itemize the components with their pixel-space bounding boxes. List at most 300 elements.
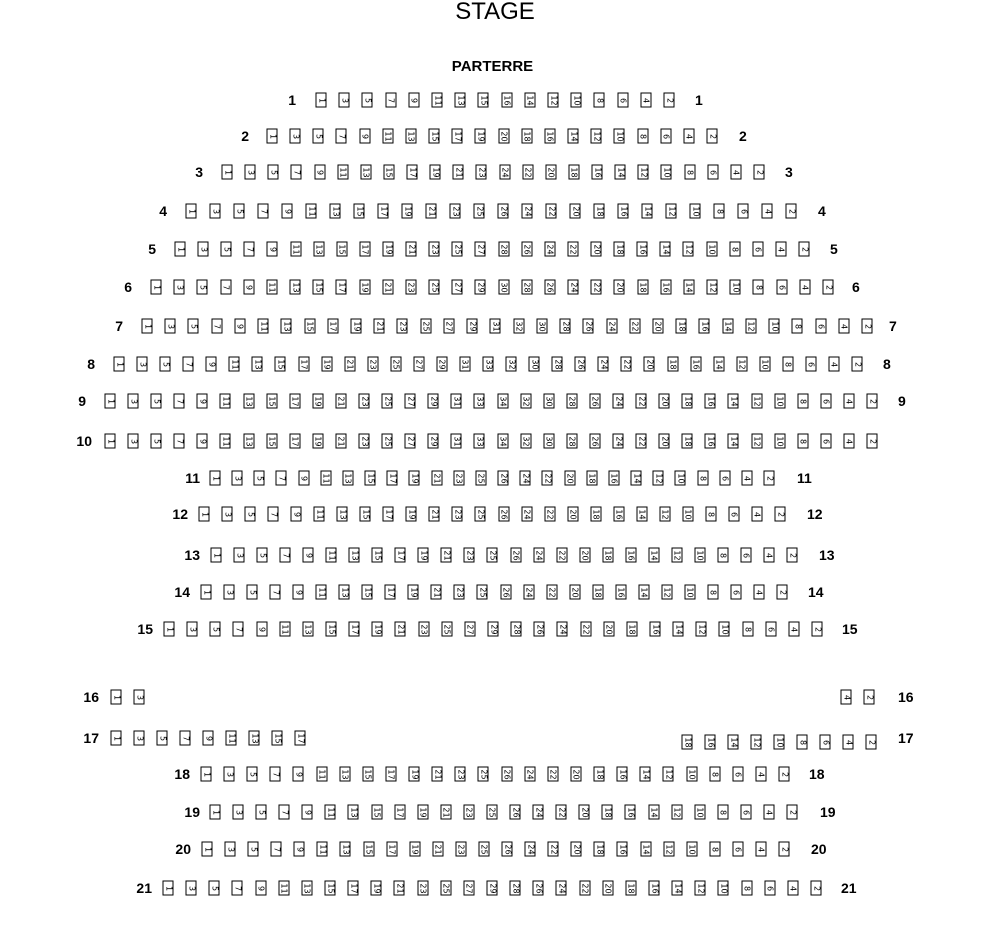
- seat[interactable]: [209, 881, 220, 896]
- seat[interactable]: [304, 319, 315, 334]
- seat[interactable]: [316, 767, 327, 782]
- seat[interactable]: [705, 507, 716, 522]
- seat[interactable]: [452, 280, 463, 295]
- seat[interactable]: [312, 394, 323, 409]
- seat[interactable]: [270, 767, 281, 782]
- seat[interactable]: [774, 434, 785, 449]
- seat[interactable]: [686, 842, 697, 857]
- seat[interactable]: [564, 471, 575, 486]
- seat[interactable]: [362, 767, 373, 782]
- seat[interactable]: [336, 242, 347, 257]
- seat[interactable]: [371, 805, 382, 820]
- seat[interactable]: [272, 731, 283, 746]
- seat[interactable]: [520, 471, 531, 486]
- seat[interactable]: [453, 165, 464, 180]
- seat[interactable]: [382, 394, 393, 409]
- seat[interactable]: [256, 622, 267, 637]
- seat[interactable]: [429, 242, 440, 257]
- seat[interactable]: [450, 204, 461, 219]
- seat[interactable]: [671, 805, 682, 820]
- seat[interactable]: [672, 881, 683, 896]
- seat[interactable]: [613, 434, 624, 449]
- seat[interactable]: [429, 507, 440, 522]
- seat[interactable]: [820, 394, 831, 409]
- seat[interactable]: [409, 842, 420, 857]
- seat[interactable]: [455, 93, 466, 108]
- seat[interactable]: [498, 507, 509, 522]
- seat[interactable]: [221, 242, 232, 257]
- seat[interactable]: [188, 319, 199, 334]
- seat[interactable]: [843, 394, 854, 409]
- seat[interactable]: [811, 881, 822, 896]
- seat[interactable]: [220, 280, 231, 295]
- seat[interactable]: [697, 471, 708, 486]
- seat[interactable]: [267, 129, 278, 144]
- seat[interactable]: [521, 129, 532, 144]
- seat[interactable]: [229, 357, 240, 372]
- seat[interactable]: [676, 319, 687, 334]
- seat[interactable]: [134, 731, 145, 746]
- seat[interactable]: [522, 204, 533, 219]
- seat[interactable]: [544, 507, 555, 522]
- seat[interactable]: [243, 394, 254, 409]
- seat[interactable]: [325, 805, 336, 820]
- seat[interactable]: [474, 204, 485, 219]
- seat[interactable]: [174, 280, 185, 295]
- seat[interactable]: [385, 93, 396, 108]
- seat[interactable]: [683, 242, 694, 257]
- seat[interactable]: [406, 242, 417, 257]
- seat[interactable]: [694, 805, 705, 820]
- seat[interactable]: [755, 767, 766, 782]
- seat[interactable]: [397, 319, 408, 334]
- seat[interactable]: [258, 319, 269, 334]
- seat[interactable]: [226, 731, 237, 746]
- seat[interactable]: [383, 507, 394, 522]
- seat[interactable]: [614, 280, 625, 295]
- seat[interactable]: [128, 394, 139, 409]
- seat[interactable]: [453, 471, 464, 486]
- seat[interactable]: [290, 129, 301, 144]
- seat[interactable]: [636, 394, 647, 409]
- seat[interactable]: [730, 585, 741, 600]
- seat[interactable]: [289, 394, 300, 409]
- seat[interactable]: [114, 357, 125, 372]
- seat[interactable]: [281, 319, 292, 334]
- seat[interactable]: [137, 357, 148, 372]
- seat[interactable]: [740, 548, 751, 563]
- seat[interactable]: [290, 242, 301, 257]
- seat[interactable]: [575, 357, 586, 372]
- seat[interactable]: [728, 507, 739, 522]
- seat[interactable]: [197, 280, 208, 295]
- seat[interactable]: [797, 394, 808, 409]
- seat[interactable]: [631, 471, 642, 486]
- seat[interactable]: [330, 204, 341, 219]
- seat[interactable]: [684, 585, 695, 600]
- seat[interactable]: [637, 242, 648, 257]
- seat[interactable]: [660, 242, 671, 257]
- seat[interactable]: [828, 357, 839, 372]
- seat[interactable]: [521, 280, 532, 295]
- seat[interactable]: [618, 204, 629, 219]
- seat[interactable]: [395, 548, 406, 563]
- seat[interactable]: [222, 507, 233, 522]
- seat[interactable]: [684, 165, 695, 180]
- seat[interactable]: [797, 735, 808, 750]
- seat[interactable]: [402, 204, 413, 219]
- seat[interactable]: [763, 548, 774, 563]
- seat[interactable]: [545, 165, 556, 180]
- seat[interactable]: [787, 805, 798, 820]
- seat[interactable]: [638, 585, 649, 600]
- seat[interactable]: [266, 280, 277, 295]
- seat[interactable]: [543, 394, 554, 409]
- seat[interactable]: [625, 548, 636, 563]
- seat[interactable]: [291, 165, 302, 180]
- seat[interactable]: [556, 805, 567, 820]
- seat[interactable]: [653, 471, 664, 486]
- seat[interactable]: [306, 204, 317, 219]
- seat[interactable]: [709, 767, 720, 782]
- seat[interactable]: [566, 434, 577, 449]
- seat[interactable]: [499, 165, 510, 180]
- seat[interactable]: [233, 622, 244, 637]
- seat[interactable]: [390, 357, 401, 372]
- seat[interactable]: [409, 767, 420, 782]
- seat[interactable]: [764, 471, 775, 486]
- seat[interactable]: [613, 394, 624, 409]
- seat[interactable]: [594, 204, 605, 219]
- seat[interactable]: [524, 93, 535, 108]
- seat[interactable]: [210, 622, 221, 637]
- seat[interactable]: [603, 622, 614, 637]
- seat[interactable]: [617, 93, 628, 108]
- seat[interactable]: [649, 881, 660, 896]
- seat[interactable]: [520, 434, 531, 449]
- seat[interactable]: [245, 165, 256, 180]
- seat[interactable]: [337, 507, 348, 522]
- seat[interactable]: [608, 471, 619, 486]
- seat[interactable]: [488, 622, 499, 637]
- seat[interactable]: [454, 585, 465, 600]
- seat[interactable]: [317, 842, 328, 857]
- seat[interactable]: [762, 204, 773, 219]
- seat[interactable]: [728, 434, 739, 449]
- seat[interactable]: [777, 585, 788, 600]
- seat[interactable]: [431, 471, 442, 486]
- seat[interactable]: [586, 471, 597, 486]
- seat[interactable]: [661, 165, 672, 180]
- seat[interactable]: [694, 548, 705, 563]
- seat[interactable]: [105, 394, 116, 409]
- seat[interactable]: [405, 129, 416, 144]
- seat[interactable]: [417, 881, 428, 896]
- seat[interactable]: [707, 280, 718, 295]
- seat[interactable]: [523, 585, 534, 600]
- seat[interactable]: [546, 585, 557, 600]
- seat[interactable]: [354, 204, 365, 219]
- seat[interactable]: [866, 735, 877, 750]
- seat[interactable]: [606, 319, 617, 334]
- seat[interactable]: [753, 585, 764, 600]
- seat[interactable]: [183, 357, 194, 372]
- seat[interactable]: [696, 622, 707, 637]
- seat[interactable]: [111, 690, 122, 705]
- seat[interactable]: [544, 129, 555, 144]
- seat[interactable]: [663, 767, 674, 782]
- seat[interactable]: [211, 548, 222, 563]
- seat[interactable]: [174, 394, 185, 409]
- seat[interactable]: [629, 319, 640, 334]
- seat[interactable]: [732, 842, 743, 857]
- seat[interactable]: [713, 357, 724, 372]
- seat[interactable]: [533, 805, 544, 820]
- seat[interactable]: [254, 471, 265, 486]
- seat[interactable]: [736, 357, 747, 372]
- seat[interactable]: [820, 434, 831, 449]
- seat[interactable]: [862, 319, 873, 334]
- seat[interactable]: [406, 507, 417, 522]
- seat[interactable]: [719, 471, 730, 486]
- seat[interactable]: [579, 881, 590, 896]
- seat[interactable]: [799, 280, 810, 295]
- seat[interactable]: [867, 434, 878, 449]
- seat[interactable]: [432, 93, 443, 108]
- seat[interactable]: [430, 165, 441, 180]
- seat[interactable]: [252, 357, 263, 372]
- seat[interactable]: [742, 622, 753, 637]
- seat[interactable]: [187, 622, 198, 637]
- seat[interactable]: [378, 204, 389, 219]
- seat[interactable]: [729, 242, 740, 257]
- seat[interactable]: [525, 842, 536, 857]
- seat[interactable]: [533, 548, 544, 563]
- seat[interactable]: [474, 434, 485, 449]
- seat[interactable]: [174, 434, 185, 449]
- seat[interactable]: [740, 805, 751, 820]
- seat[interactable]: [501, 93, 512, 108]
- seat[interactable]: [386, 842, 397, 857]
- seat[interactable]: [709, 842, 720, 857]
- seat[interactable]: [210, 471, 221, 486]
- seat[interactable]: [663, 842, 674, 857]
- seat[interactable]: [788, 622, 799, 637]
- seat[interactable]: [751, 507, 762, 522]
- seat[interactable]: [690, 204, 701, 219]
- seat[interactable]: [160, 357, 171, 372]
- seat[interactable]: [359, 434, 370, 449]
- seat[interactable]: [407, 165, 418, 180]
- seat[interactable]: [591, 242, 602, 257]
- seat[interactable]: [648, 805, 659, 820]
- seat[interactable]: [359, 129, 370, 144]
- seat[interactable]: [211, 319, 222, 334]
- seat[interactable]: [249, 731, 260, 746]
- seat[interactable]: [344, 357, 355, 372]
- seat[interactable]: [359, 280, 370, 295]
- seat[interactable]: [467, 319, 478, 334]
- seat[interactable]: [569, 585, 580, 600]
- seat[interactable]: [769, 319, 780, 334]
- seat[interactable]: [243, 280, 254, 295]
- seat[interactable]: [382, 434, 393, 449]
- seat[interactable]: [293, 767, 304, 782]
- seat[interactable]: [232, 471, 243, 486]
- seat[interactable]: [312, 434, 323, 449]
- seat[interactable]: [348, 881, 359, 896]
- seat[interactable]: [385, 585, 396, 600]
- seat[interactable]: [487, 548, 498, 563]
- seat[interactable]: [570, 767, 581, 782]
- seat[interactable]: [543, 434, 554, 449]
- seat[interactable]: [602, 881, 613, 896]
- seat[interactable]: [475, 507, 486, 522]
- seat[interactable]: [521, 242, 532, 257]
- seat[interactable]: [313, 129, 324, 144]
- seat[interactable]: [232, 881, 243, 896]
- seat[interactable]: [432, 842, 443, 857]
- seat[interactable]: [128, 434, 139, 449]
- seat[interactable]: [234, 204, 245, 219]
- seat[interactable]: [667, 357, 678, 372]
- seat[interactable]: [298, 471, 309, 486]
- seat[interactable]: [705, 394, 716, 409]
- seat[interactable]: [675, 471, 686, 486]
- seat[interactable]: [336, 129, 347, 144]
- seat[interactable]: [327, 319, 338, 334]
- seat[interactable]: [451, 434, 462, 449]
- seat[interactable]: [275, 357, 286, 372]
- seat[interactable]: [279, 622, 290, 637]
- seat[interactable]: [316, 585, 327, 600]
- seat[interactable]: [626, 622, 637, 637]
- seat[interactable]: [838, 319, 849, 334]
- seat[interactable]: [463, 881, 474, 896]
- seat[interactable]: [682, 394, 693, 409]
- seat[interactable]: [718, 881, 729, 896]
- seat[interactable]: [498, 280, 509, 295]
- seat[interactable]: [441, 622, 452, 637]
- seat[interactable]: [638, 165, 649, 180]
- seat[interactable]: [266, 434, 277, 449]
- seat[interactable]: [233, 805, 244, 820]
- seat[interactable]: [175, 242, 186, 257]
- seat[interactable]: [552, 357, 563, 372]
- seat[interactable]: [717, 805, 728, 820]
- seat[interactable]: [640, 842, 651, 857]
- seat[interactable]: [387, 471, 398, 486]
- seat[interactable]: [805, 357, 816, 372]
- seat[interactable]: [566, 394, 577, 409]
- seat[interactable]: [202, 842, 213, 857]
- seat[interactable]: [320, 471, 331, 486]
- seat[interactable]: [475, 129, 486, 144]
- seat[interactable]: [487, 881, 498, 896]
- seat[interactable]: [290, 280, 301, 295]
- seat[interactable]: [787, 881, 798, 896]
- seat[interactable]: [520, 394, 531, 409]
- seat[interactable]: [258, 204, 269, 219]
- seat[interactable]: [180, 731, 191, 746]
- seat[interactable]: [428, 394, 439, 409]
- seat[interactable]: [498, 242, 509, 257]
- seat[interactable]: [673, 622, 684, 637]
- seat[interactable]: [690, 357, 701, 372]
- seat[interactable]: [782, 357, 793, 372]
- seat[interactable]: [314, 507, 325, 522]
- seat[interactable]: [476, 165, 487, 180]
- seat[interactable]: [498, 129, 509, 144]
- seat[interactable]: [363, 842, 374, 857]
- seat[interactable]: [547, 767, 558, 782]
- seat[interactable]: [799, 242, 810, 257]
- seat[interactable]: [280, 548, 291, 563]
- seat[interactable]: [478, 842, 489, 857]
- seat[interactable]: [843, 735, 854, 750]
- seat[interactable]: [151, 280, 162, 295]
- seat[interactable]: [548, 93, 559, 108]
- seat[interactable]: [659, 434, 670, 449]
- seat[interactable]: [222, 165, 233, 180]
- seat[interactable]: [197, 394, 208, 409]
- seat[interactable]: [247, 767, 258, 782]
- seat[interactable]: [408, 585, 419, 600]
- seat[interactable]: [440, 881, 451, 896]
- seat[interactable]: [359, 394, 370, 409]
- seat[interactable]: [786, 204, 797, 219]
- seat[interactable]: [452, 129, 463, 144]
- seat[interactable]: [589, 394, 600, 409]
- seat[interactable]: [498, 204, 509, 219]
- seat[interactable]: [151, 394, 162, 409]
- seat[interactable]: [443, 319, 454, 334]
- seat[interactable]: [741, 881, 752, 896]
- seat[interactable]: [186, 204, 197, 219]
- seat[interactable]: [661, 585, 672, 600]
- seat[interactable]: [278, 881, 289, 896]
- seat[interactable]: [245, 507, 256, 522]
- seat[interactable]: [699, 319, 710, 334]
- seat[interactable]: [270, 585, 281, 600]
- seat[interactable]: [513, 319, 524, 334]
- seat[interactable]: [111, 731, 122, 746]
- seat[interactable]: [501, 767, 512, 782]
- seat[interactable]: [314, 165, 325, 180]
- seat[interactable]: [441, 548, 452, 563]
- seat[interactable]: [682, 434, 693, 449]
- seat[interactable]: [823, 280, 834, 295]
- seat[interactable]: [486, 805, 497, 820]
- seat[interactable]: [302, 622, 313, 637]
- seat[interactable]: [522, 165, 533, 180]
- seat[interactable]: [385, 767, 396, 782]
- seat[interactable]: [244, 242, 255, 257]
- seat[interactable]: [625, 881, 636, 896]
- seat[interactable]: [820, 735, 831, 750]
- seat[interactable]: [248, 842, 259, 857]
- seat[interactable]: [220, 394, 231, 409]
- seat[interactable]: [198, 242, 209, 257]
- seat[interactable]: [759, 357, 770, 372]
- seat[interactable]: [199, 507, 210, 522]
- seat[interactable]: [339, 767, 350, 782]
- seat[interactable]: [683, 280, 694, 295]
- seat[interactable]: [707, 165, 718, 180]
- seat[interactable]: [752, 242, 763, 257]
- seat[interactable]: [293, 585, 304, 600]
- seat[interactable]: [455, 767, 466, 782]
